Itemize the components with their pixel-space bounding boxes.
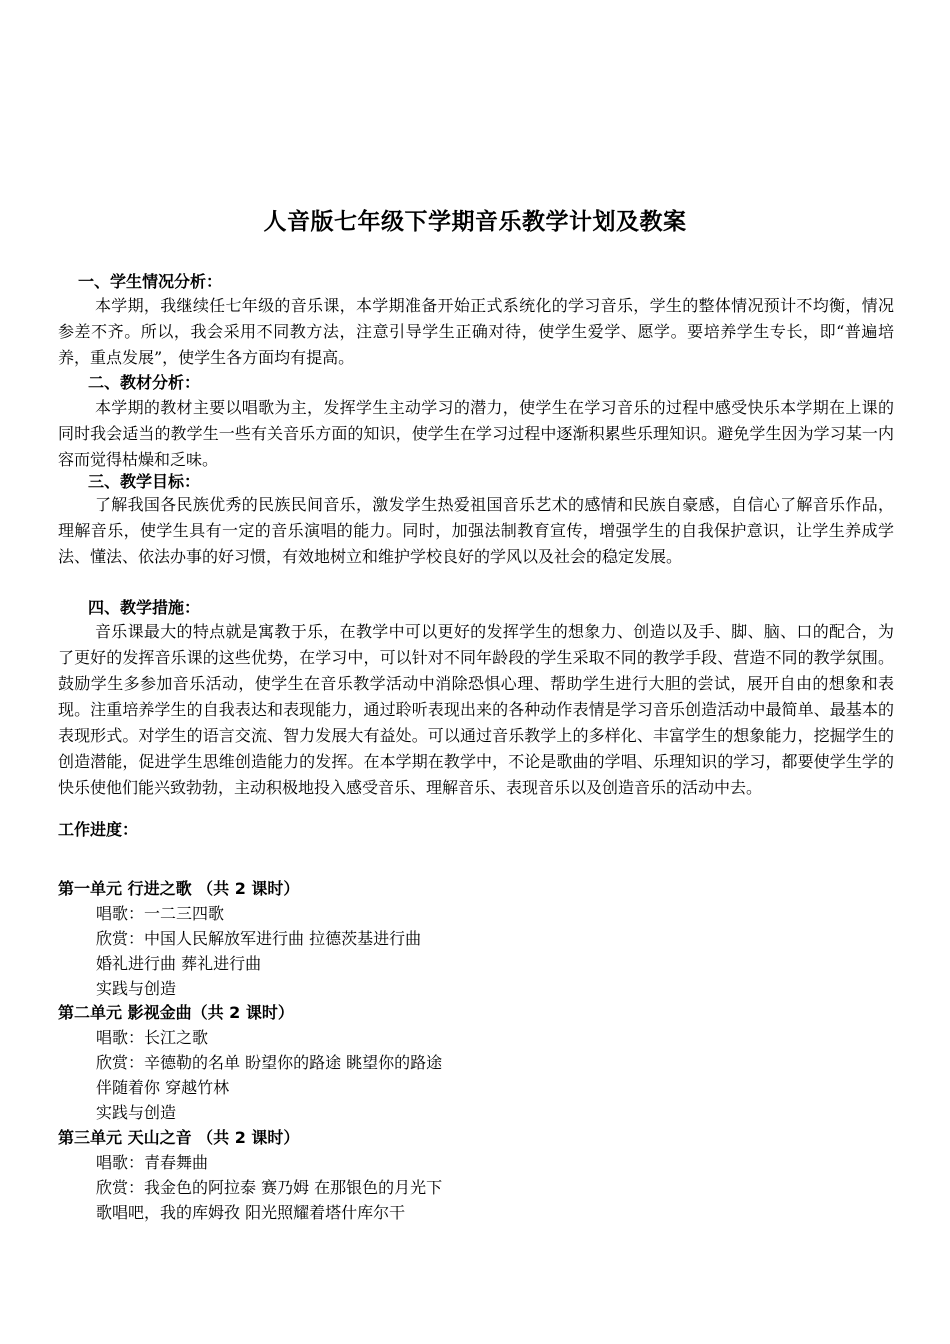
- unit-item: 婚礼进行曲 葬礼进行曲: [96, 954, 262, 973]
- unit-item: 欣赏：辛德勒的名单 盼望你的路途 眺望你的路途: [96, 1053, 443, 1072]
- unit-item: 实践与创造: [96, 1103, 177, 1122]
- unit-title: 第三单元 天山之音 （共 2 课时）: [58, 1128, 300, 1147]
- unit-item: 欣赏：我金色的阿拉泰 赛乃姆 在那银色的月光下: [96, 1178, 443, 1197]
- section-text-textbook-analysis: 本学期的教材主要以唱歌为主，发挥学生主动学习的潜力，使学生在学习音乐的过程中感受快乐本学期在上课的同时我会适当的教学生一些有关音乐方面的知识，使学生在学习过程中逐渐积累些乐理知识。避免学生因为学习某一内容而觉得枯燥和乏味。: [58, 398, 894, 469]
- unit-item: 唱歌：青春舞曲: [96, 1153, 209, 1172]
- unit-title: 第一单元 行进之歌 （共 2 课时）: [58, 879, 300, 898]
- section-text-teaching-goals: 了解我国各民族优秀的民族民间音乐，激发学生热爱祖国音乐艺术的感情和民族自豪感，自信心了解音乐作品，理解音乐，使学生具有一定的音乐演唱的能力。同时，加强法制教育宣传，增强学生的自我保护意识，让学生养成学法、懂法、依法办事的好习惯，有效地树立和维护学校良好的学风以及社会的稳定发展。: [58, 495, 894, 566]
- unit-item: 伴随着你 穿越竹林: [96, 1078, 230, 1097]
- section-text-student-analysis: 本学期，我继续任七年级的音乐课，本学期准备开始正式系统化的学习音乐，学生的整体情况预计不均衡，情况参差不齐。所以，我会采用不同教方法，注意引导学生正确对待，使学生爱学、愿学。要培养学生专长，即“普遍培养，重点发展”，使学生各方面均有提高。: [58, 296, 894, 367]
- unit-item: 歌唱吧，我的库姆孜 阳光照耀着塔什库尔干: [96, 1203, 406, 1222]
- section-heading-teaching-measures: 四、教学措施：: [88, 598, 201, 617]
- section-heading-textbook-analysis: 二、教材分析：: [88, 373, 201, 392]
- section-heading-teaching-goals: 三、教学目标：: [88, 472, 201, 491]
- document-title: 人音版七年级下学期音乐教学计划及教案: [263, 209, 687, 235]
- unit-item: 唱歌：长江之歌: [96, 1028, 209, 1047]
- section-text-teaching-measures: 音乐课最大的特点就是寓教于乐，在教学中可以更好的发挥学生的想象力、创造以及手、脚、脑、口的配合，为了更好的发挥音乐课的这些优势，在学习中，可以针对不同年龄段的学生采取不同的教学手段、营造不同的教学氛围。鼓励学生多参加音乐活动，使学生在音乐教学活动中消除恐惧心理、帮助学生进行大胆的尝试，展开自由的想象和表现。注重培养学生的自我表达和表现能力，通过聆听表现出来的各种动作表情是学习音乐创造活动中最简单、最基本的表现形式。对学生的语言交流、智力发展大有益处。可以通过音乐教学上的多样化、丰富学生的想象能力，挖掘学生的创造潜能，促进学生思维创造能力的发挥。在本学期在教学中，不论是歌曲的学唱、乐理知识的学习，都要使学生学的快乐使他们能兴致勃勃，主动积极地投入感受音乐、理解音乐、表现音乐以及创造音乐的活动中去。: [58, 622, 894, 797]
- unit-item: 唱歌：一二三四歌: [96, 904, 225, 923]
- unit-item: 实践与创造: [96, 979, 177, 998]
- progress-heading: 工作进度：: [58, 820, 139, 839]
- unit-item: 欣赏：中国人民解放军进行曲 拉德茨基进行曲: [96, 929, 422, 948]
- unit-title: 第二单元 影视金曲（共 2 课时）: [58, 1003, 294, 1022]
- section-heading-student-analysis: 一、学生情况分析：: [78, 272, 223, 291]
